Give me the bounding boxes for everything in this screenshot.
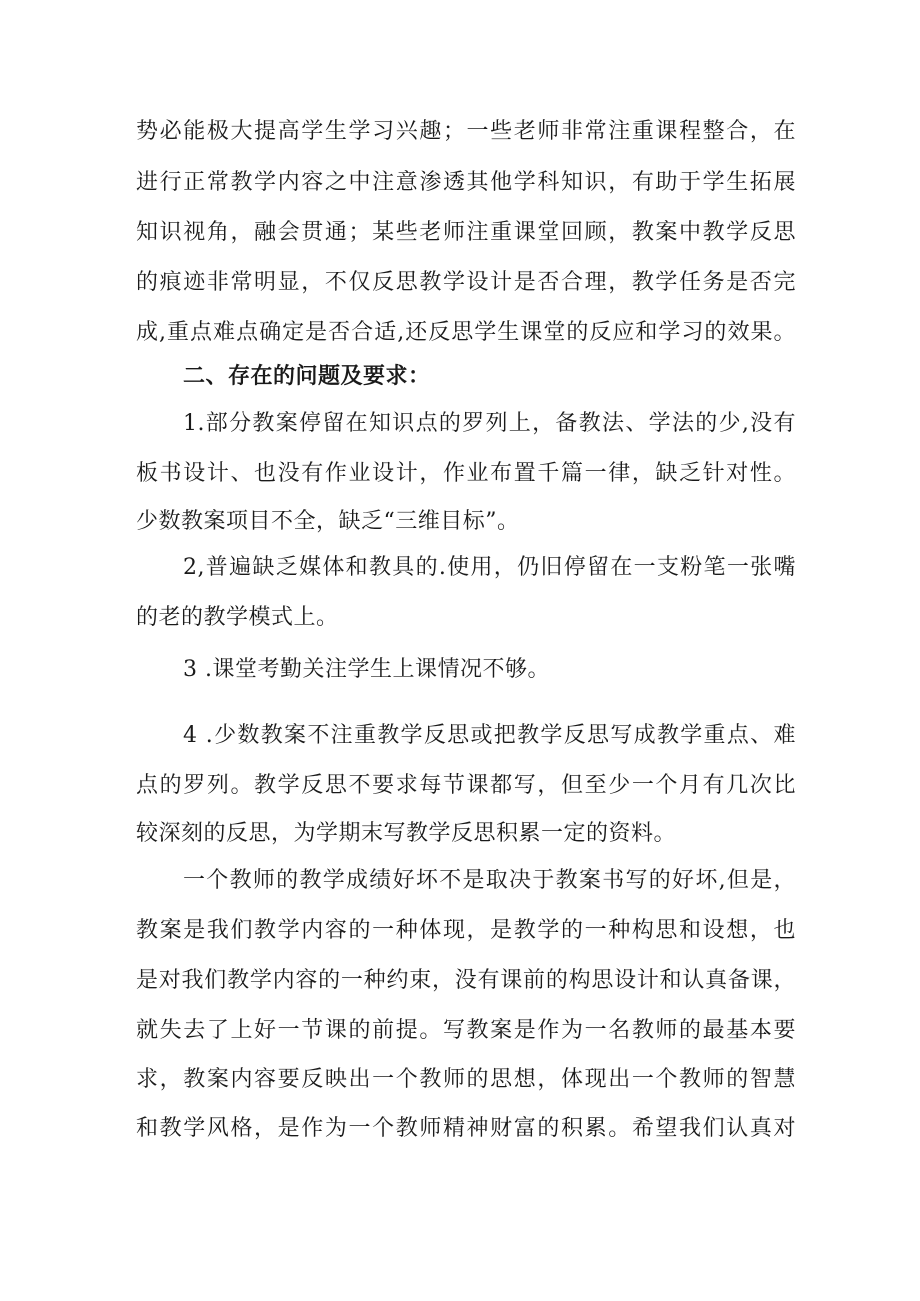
list-item-4-line: 较深刻的反思，为学期末写教学反思积累一定的资料。 <box>136 821 677 846</box>
list-item-2-line: 的老的教学模式上。 <box>136 605 339 630</box>
paragraph-line: 的痕迹非常明显，不仅反思教学设计是否合理，教学任务是否完 <box>136 270 796 295</box>
paragraph-line: 成,重点难点确定是否合适,还反思学生课堂的反应和学习的效果。 <box>136 320 796 345</box>
paragraph-line: 进行正常教学内容之中注意渗透其他学科知识，有助于学生拓展 <box>136 170 796 195</box>
list-item-2-line: 2,普遍缺乏媒体和教具的.使用，仍旧停留在一支粉笔一张嘴 <box>183 555 796 580</box>
closing-paragraph-line: 就失去了上好一节课的前提。写教案是作为一名教师的最基本要 <box>136 1018 796 1043</box>
paragraph-line: 知识视角，融会贯通；某些老师注重课堂回顾，教案中教学反思 <box>136 220 796 245</box>
list-item-1-line: 板书设计、也没有作业设计，作业布置千篇一律，缺乏针对性。 <box>136 461 796 486</box>
list-item-1-line: 1.部分教案停留在知识点的罗列上，备教法、学法的少,没有 <box>183 411 796 436</box>
section-heading: 二、存在的问题及要求： <box>183 363 431 389</box>
list-item-1-line: 少数教案项目不全，缺乏“三维目标”。 <box>136 509 520 534</box>
closing-paragraph-line: 是对我们教学内容的一种约束，没有课前的构思设计和认真备课， <box>136 968 796 993</box>
list-item-4-line: 点的罗列。教学反思不要求每节课都写，但至少一个月有几次比 <box>136 773 796 798</box>
closing-paragraph-line: 教案是我们教学内容的一种体现，是教学的一种构思和设想，也 <box>136 918 796 943</box>
closing-paragraph-line: 一个教师的教学成绩好坏不是取决于教案书写的好坏,但是， <box>183 868 796 893</box>
list-item-4-line: 4 .少数教案不注重教学反思或把教学反思写成教学重点、难 <box>183 723 796 748</box>
closing-paragraph-line: 求，教案内容要反映出一个教师的思想，体现出一个教师的智慧 <box>136 1067 796 1092</box>
closing-paragraph-line: 和教学风格，是作为一个教师精神财富的积累。希望我们认真对 <box>136 1116 796 1141</box>
paragraph-line: 势必能极大提高学生学习兴趣；一些老师非常注重课程整合，在 <box>136 119 796 144</box>
list-item-3-line: 3 .课堂考勤关注学生上课情况不够。 <box>183 657 550 682</box>
